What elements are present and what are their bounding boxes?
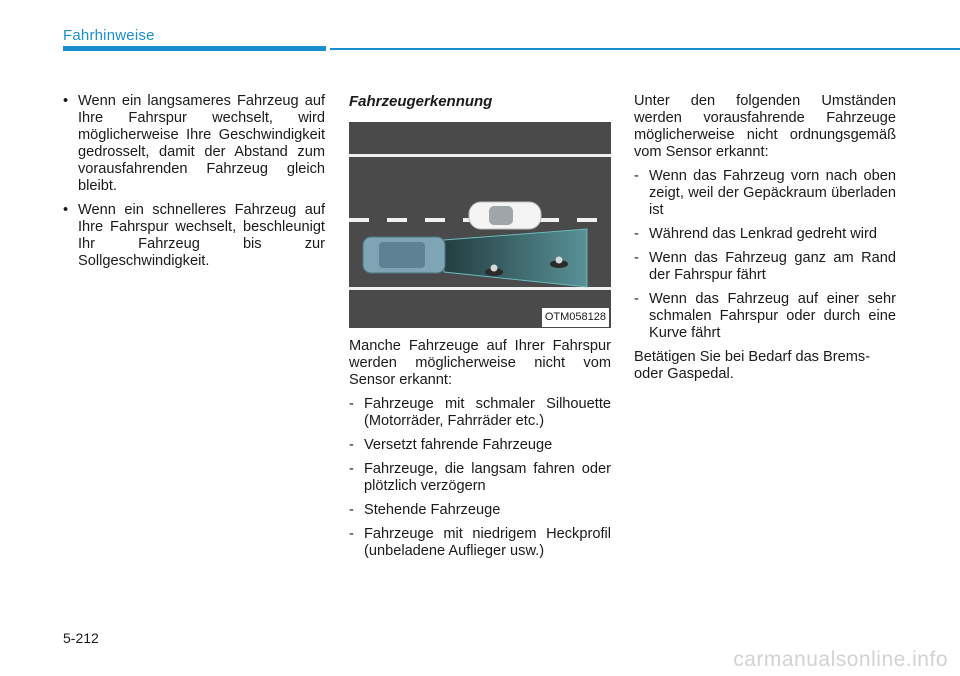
list-item-text: Fahrzeuge mit schmaler Silhouette (Motorräder, Fahrräder etc.) <box>364 396 611 429</box>
list-item <box>634 168 896 219</box>
list-item <box>349 437 611 454</box>
header-rule-thin <box>330 48 960 50</box>
white-car <box>469 202 541 229</box>
dash-mark: - <box>349 437 354 453</box>
column-left <box>63 93 325 277</box>
list-item <box>349 396 611 430</box>
paragraph: Manche Fahrzeuge auf Ihrer Fahrspur werden möglicherweise nicht vom Sensor erkannt: <box>349 338 611 388</box>
bullet-text: Wenn ein langsameres Fahrzeug auf Ihre Fahrspur wechselt, wird möglicherweise Ihre Geschwindigkeit gedrosselt, damit der Abstand zum vorausfahrenden Fahrzeug gleich bleibt. <box>78 93 325 194</box>
list-item-text: Versetzt fahrende Fahrzeuge <box>364 437 553 453</box>
bullet-mark: • <box>63 93 69 109</box>
dash-mark: - <box>349 461 354 477</box>
watermark: carmanualsonline.info <box>733 648 948 671</box>
road-diagram <box>349 122 611 328</box>
bullet-text: Wenn ein schnelleres Fahrzeug auf Ihre Fahrspur wechselt, beschleunigt Ihr Fahrzeug bis zur Sollgeschwindigkeit. <box>78 202 325 269</box>
bullet-mark: • <box>63 202 69 218</box>
dash-mark: - <box>349 526 354 542</box>
list-item-text: Wenn das Fahrzeug ganz am Rand der Fahrspur fährt <box>649 250 896 283</box>
bullet-item <box>63 202 325 270</box>
dash-mark: - <box>634 291 639 307</box>
list-item <box>634 250 896 284</box>
bullet-item <box>63 93 325 195</box>
header-rule-thick <box>63 46 326 51</box>
figure-code: OTM058128 <box>542 308 609 327</box>
sensor-illustration <box>349 122 611 328</box>
blue-car <box>363 237 445 273</box>
dash-mark: - <box>634 168 639 184</box>
dash-mark: - <box>634 250 639 266</box>
section-title: Fahrhinweise <box>63 27 155 44</box>
list-item <box>349 461 611 495</box>
list-item-text: Fahrzeuge, die langsam fahren oder plötzlich verzögern <box>364 461 611 494</box>
list-item-text: Wenn das Fahrzeug vorn nach oben zeigt, weil der Gepäckraum überladen ist <box>649 168 896 218</box>
lane-edge-top <box>349 154 611 157</box>
lane-edge-bottom <box>349 287 611 290</box>
list-item <box>349 502 611 519</box>
subheading: Fahrzeugerkennung <box>349 93 493 110</box>
list-item-text: Stehende Fahrzeuge <box>364 502 501 518</box>
list-item <box>634 291 896 342</box>
list-item <box>349 526 611 560</box>
list-item-text: Fahrzeuge mit niedrigem Heckprofil (unbeladene Auflieger usw.) <box>364 526 611 559</box>
paragraph: Unter den folgenden Umständen werden vorausfahrende Fahrzeuge möglicherweise nicht ordnungsgemäß vom Sensor erkannt: <box>634 93 896 160</box>
list-item-text: Wenn das Fahrzeug auf einer sehr schmalen Fahrspur oder durch eine Kurve fährt <box>649 291 896 341</box>
dash-mark: - <box>349 502 354 518</box>
list-item-text: Während das Lenkrad gedreht wird <box>649 226 877 242</box>
list-item <box>634 226 896 243</box>
dash-mark: - <box>349 396 354 412</box>
page-number: 5-212 <box>63 630 99 646</box>
column-middle <box>349 93 611 567</box>
dash-mark: - <box>634 226 639 242</box>
column-right <box>634 93 896 390</box>
paragraph: Betätigen Sie bei Bedarf das Brems- oder Gaspedal. <box>634 349 871 382</box>
